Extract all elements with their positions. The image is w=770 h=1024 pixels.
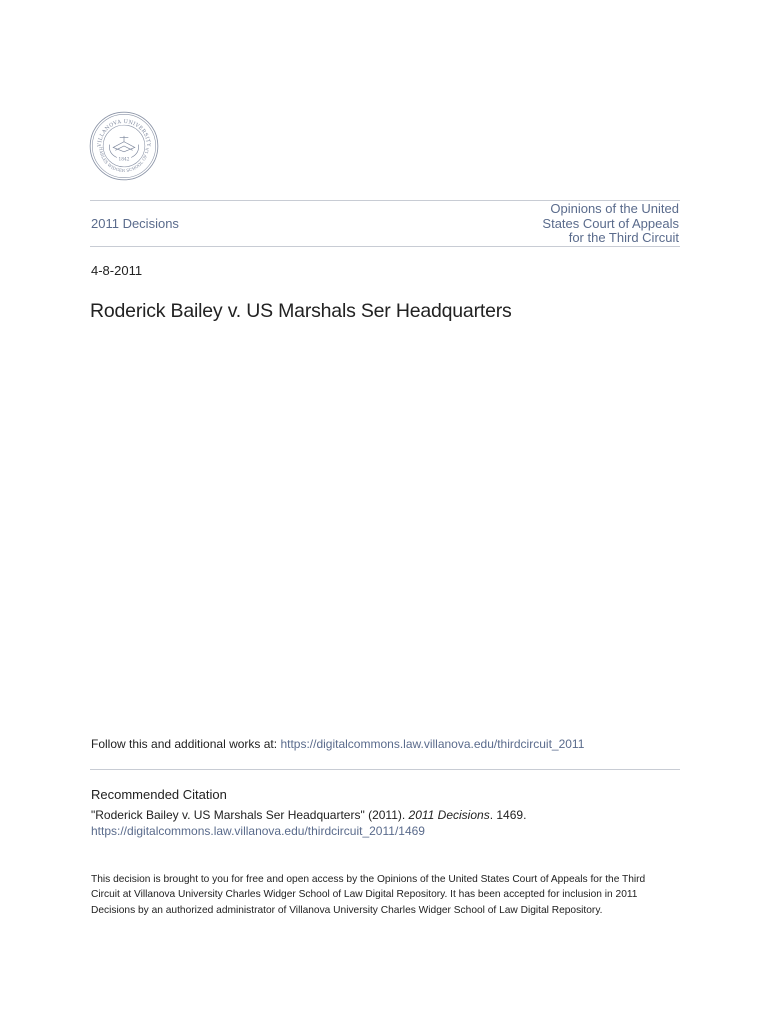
recommended-citation-heading: Recommended Citation (91, 787, 227, 802)
svg-text:CHARLES WIDGER SCHOOL OF LAW (88, 110, 150, 173)
citation-collection: 2011 Decisions (408, 808, 490, 822)
follow-line (91, 737, 584, 751)
citation-block (91, 807, 526, 839)
publication-date: 4-8-2011 (91, 263, 143, 278)
seal-year: 1842 (118, 157, 130, 163)
citation-number: . 1469. (489, 808, 527, 822)
seal-text-bottom: HARLES WIDGER SCHOOL OF LA (98, 146, 150, 173)
citation-text: "Roderick Bailey v. US Marshals Ser Headquarters" (2011). (91, 808, 409, 822)
series-link[interactable] (499, 202, 679, 246)
collection-link[interactable]: 2011 Decisions (91, 216, 179, 231)
series-line: States Court of Appeals (542, 215, 679, 231)
seal-text-top: VILLANOVA UNIVERSITY (96, 118, 152, 148)
header-rule-bottom (90, 246, 680, 247)
university-seal-icon (88, 110, 160, 182)
svg-text:VILLANOVA UNIVERSITY (97, 119, 151, 148)
follow-url-link[interactable]: https://digitalcommons.law.villanova.edu/thirdcircuit_2011 (280, 737, 585, 751)
access-notice: This decision is brought to you for free and open access by the Opinions of the United States Court of Appeals for the Third Circuit at Villanova University Charles Widger School of Law Digital Repository. It has been accepted for inclusion in 2011 Decisions by an authorized administrator of Villanova University Charles Widger School of Law Digital Repository. (91, 874, 646, 916)
follow-label: Follow this and additional works at: (91, 737, 281, 751)
citation-divider (90, 769, 680, 770)
document-title: Roderick Bailey v. US Marshals Ser Headquarters (90, 300, 512, 322)
citation-url-link[interactable]: https://digitalcommons.law.villanova.edu/thirdcircuit_2011/1469 (91, 824, 425, 838)
series-line: Opinions of the United (550, 201, 679, 216)
series-line: for the Third Circuit (568, 230, 679, 245)
